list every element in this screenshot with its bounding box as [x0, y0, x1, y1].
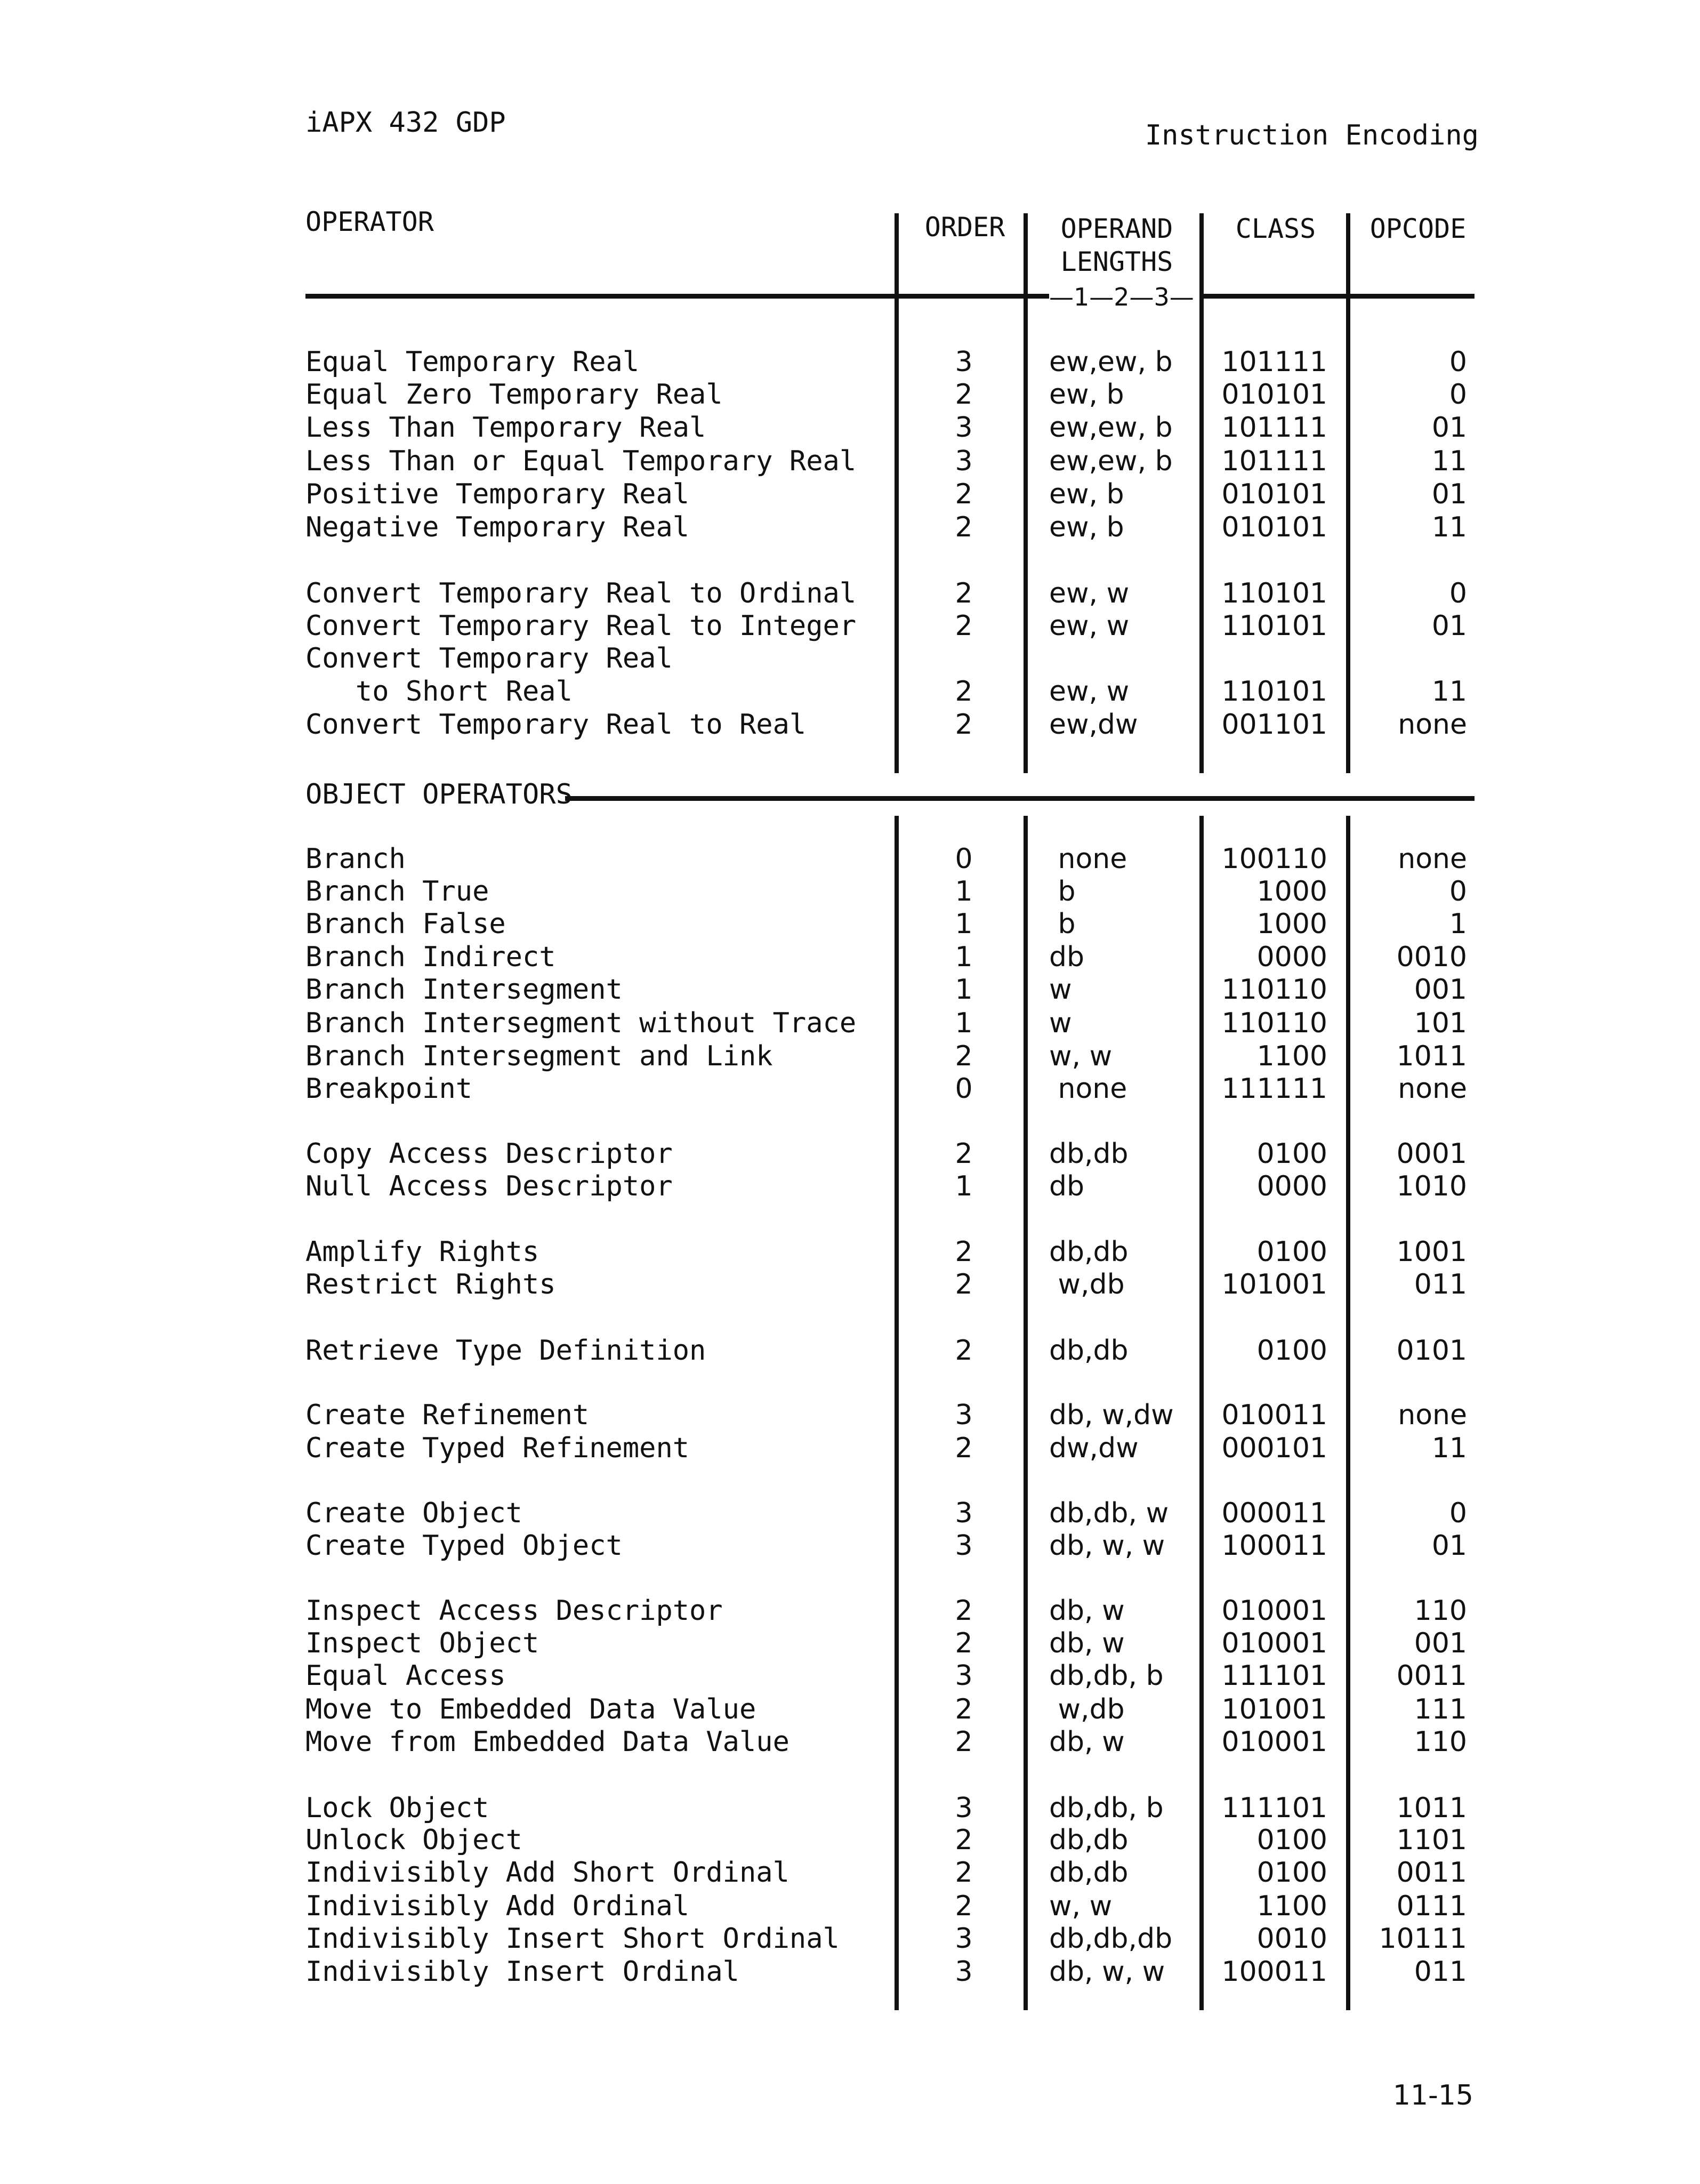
class-cell: 010001 — [1221, 1627, 1327, 1659]
operand-lengths-cell: w, w — [1049, 1890, 1113, 1922]
operator-cell: Convert Temporary Real to Real — [305, 709, 807, 741]
class-cell: 0000 — [1256, 941, 1327, 973]
operand-lengths-cell: b — [1049, 908, 1076, 940]
opcode-cell: 10111 — [1379, 1923, 1467, 1955]
opcode-cell: 1 — [1449, 908, 1467, 940]
opcode-cell: 001 — [1414, 1627, 1467, 1659]
order-cell: 1 — [955, 974, 973, 1006]
class-cell: 101001 — [1221, 1693, 1327, 1725]
order-cell: 3 — [955, 1923, 973, 1955]
operator-cell: Positive Temporary Real — [305, 478, 690, 510]
operand-lengths-cell: db, w — [1049, 1726, 1125, 1758]
operand-lengths-cell: w — [1049, 1007, 1072, 1039]
operator-cell: Indivisibly Insert Ordinal — [305, 1956, 739, 1988]
order-cell: 0 — [955, 843, 973, 875]
opcode-cell: 011 — [1414, 1268, 1467, 1300]
class-cell: 010101 — [1221, 478, 1327, 510]
column-rule — [1199, 816, 1204, 2010]
order-cell: 2 — [955, 1595, 973, 1627]
operand-lengths-cell: db,db, b — [1049, 1660, 1164, 1692]
class-cell: 100011 — [1221, 1530, 1327, 1562]
operand-lengths-cell: b — [1049, 876, 1076, 908]
order-cell: 3 — [955, 1497, 973, 1529]
order-cell: 2 — [955, 1627, 973, 1659]
operator-cell: Lock Object — [305, 1792, 489, 1824]
operator-cell: Equal Zero Temporary Real — [305, 379, 723, 411]
running-header-left: iAPX 432 GDP — [305, 107, 506, 139]
opcode-cell: 101 — [1414, 1007, 1467, 1039]
header-rule-right — [1199, 294, 1475, 299]
order-cell: 3 — [955, 1956, 973, 1988]
class-cell: 010001 — [1221, 1726, 1327, 1758]
operator-cell: Move to Embedded Data Value — [305, 1693, 756, 1725]
opcode-cell: 0101 — [1396, 1335, 1467, 1367]
class-cell: 0100 — [1256, 1857, 1327, 1889]
order-cell: 2 — [955, 1693, 973, 1725]
class-cell: 0100 — [1256, 1824, 1327, 1856]
class-cell: 101001 — [1221, 1268, 1327, 1300]
operator-cell: Convert Temporary Real to Integer — [305, 610, 857, 642]
order-cell: 3 — [955, 1660, 973, 1692]
running-header-right: Instruction Encoding — [1145, 119, 1479, 151]
operator-cell: Null Access Descriptor — [305, 1170, 673, 1202]
operand-lengths-cell: none — [1049, 843, 1127, 875]
column-rule — [895, 213, 899, 773]
order-cell: 3 — [955, 445, 973, 477]
operand-lengths-cell: db, w,dw — [1049, 1399, 1174, 1431]
opcode-cell: 0011 — [1396, 1857, 1467, 1889]
operator-cell: Move from Embedded Data Value — [305, 1726, 789, 1758]
opcode-cell: 01 — [1431, 478, 1467, 510]
operator-cell: Create Typed Object — [305, 1530, 623, 1562]
operator-cell: Inspect Object — [305, 1627, 539, 1659]
class-cell: 111111 — [1221, 1073, 1327, 1105]
opcode-cell: 0 — [1449, 577, 1467, 609]
operator-cell: Equal Temporary Real — [305, 346, 640, 378]
operator-cell: Copy Access Descriptor — [305, 1138, 673, 1170]
operator-cell: Branch True — [305, 876, 489, 908]
operand-lengths-cell: ew, b — [1049, 478, 1124, 510]
class-cell: 1100 — [1256, 1890, 1327, 1922]
operand-lengths-cell: db,db, b — [1049, 1792, 1164, 1824]
class-cell: 110101 — [1221, 676, 1327, 708]
order-cell: 2 — [955, 709, 973, 741]
order-cell: 2 — [955, 1726, 973, 1758]
opcode-cell: 11 — [1431, 445, 1467, 477]
page-number: 11-15 — [1392, 2079, 1473, 2111]
operator-cell: Equal Access — [305, 1660, 506, 1692]
operator-cell: Negative Temporary Real — [305, 511, 690, 543]
operator-cell: Branch — [305, 843, 406, 875]
order-cell: 2 — [955, 1824, 973, 1856]
class-cell: 0100 — [1256, 1335, 1327, 1367]
class-cell: 001101 — [1221, 709, 1327, 741]
class-cell: 000011 — [1221, 1497, 1327, 1529]
opcode-cell: 11 — [1431, 676, 1467, 708]
opcode-cell: 1101 — [1396, 1824, 1467, 1856]
order-cell: 3 — [955, 412, 973, 444]
operator-cell: Inspect Access Descriptor — [305, 1595, 723, 1627]
order-cell: 2 — [955, 1268, 973, 1300]
operator-cell: Indivisibly Add Short Ordinal — [305, 1857, 789, 1889]
section-rule — [565, 796, 1475, 801]
class-cell: 010101 — [1221, 511, 1327, 543]
opcode-cell: 0 — [1449, 346, 1467, 378]
order-cell: 2 — [955, 1138, 973, 1170]
operand-lengths-cell: db,db — [1049, 1857, 1129, 1889]
operand-lengths-cell: ew, w — [1049, 610, 1130, 642]
column-rule — [1199, 213, 1204, 773]
order-cell: 2 — [955, 1890, 973, 1922]
operator-cell: Create Object — [305, 1497, 522, 1529]
operator-cell: Convert Temporary Real — [305, 643, 673, 675]
order-cell: 2 — [955, 1432, 973, 1464]
order-cell: 2 — [955, 511, 973, 543]
column-rule — [895, 816, 899, 2010]
order-cell: 2 — [955, 1857, 973, 1889]
operand-lengths-cell: w,db — [1049, 1693, 1125, 1725]
operand-lengths-cell: db,db — [1049, 1824, 1129, 1856]
opcode-cell: 11 — [1431, 511, 1467, 543]
class-cell: 110110 — [1221, 1007, 1327, 1039]
order-cell: 2 — [955, 379, 973, 411]
operand-lengths-cell: db,db — [1049, 1236, 1129, 1268]
order-cell: 3 — [955, 1792, 973, 1824]
operand-lengths-cell: ew, b — [1049, 511, 1124, 543]
column-header-opcode: OPCODE — [1369, 213, 1467, 244]
order-cell: 3 — [955, 1530, 973, 1562]
operator-cell: Restrict Rights — [305, 1268, 556, 1300]
operator-cell: to Short Real — [305, 676, 573, 708]
operator-cell: Convert Temporary Real to Ordinal — [305, 577, 857, 609]
opcode-cell: 011 — [1414, 1956, 1467, 1988]
order-cell: 1 — [955, 1170, 973, 1202]
column-header-lengths: LENGTHS — [1060, 246, 1173, 277]
class-cell: 0100 — [1256, 1236, 1327, 1268]
opcode-cell: 1011 — [1396, 1040, 1467, 1072]
order-cell: 3 — [955, 1399, 973, 1431]
order-cell: 2 — [955, 1335, 973, 1367]
order-cell: 1 — [955, 908, 973, 940]
opcode-cell: 0001 — [1396, 1138, 1467, 1170]
class-cell: 100110 — [1221, 843, 1327, 875]
operator-cell: Unlock Object — [305, 1824, 522, 1856]
operator-cell: Branch Intersegment without Trace — [305, 1007, 857, 1039]
column-header-class: CLASS — [1235, 213, 1316, 244]
operator-cell: Branch Intersegment and Link — [305, 1040, 773, 1072]
order-cell: 2 — [955, 577, 973, 609]
opcode-cell: none — [1398, 709, 1467, 741]
order-cell: 2 — [955, 478, 973, 510]
operator-cell: Branch Indirect — [305, 941, 556, 973]
class-cell: 0100 — [1256, 1138, 1327, 1170]
column-header-order: ORDER — [924, 212, 1005, 243]
column-rule — [1346, 816, 1350, 2010]
operator-cell: Indivisibly Insert Short Ordinal — [305, 1923, 840, 1955]
opcode-cell: 1001 — [1396, 1236, 1467, 1268]
operand-lengths-cell: db,db — [1049, 1335, 1129, 1367]
operand-lengths-cell: db, w, w — [1049, 1530, 1165, 1562]
class-cell: 110110 — [1221, 974, 1327, 1006]
operand-lengths-cell: none — [1049, 1073, 1127, 1105]
operator-cell: Less Than Temporary Real — [305, 412, 706, 444]
operator-cell: Indivisibly Add Ordinal — [305, 1890, 690, 1922]
column-header-operand: OPERAND — [1060, 213, 1173, 244]
class-cell: 010011 — [1221, 1399, 1327, 1431]
operator-cell: Create Typed Refinement — [305, 1432, 690, 1464]
operand-lengths-cell: db, w — [1049, 1627, 1125, 1659]
class-cell: 000101 — [1221, 1432, 1327, 1464]
operand-lengths-cell: ew,ew, b — [1049, 445, 1173, 477]
order-cell: 2 — [955, 1040, 973, 1072]
order-cell: 2 — [955, 1236, 973, 1268]
order-cell: 0 — [955, 1073, 973, 1105]
operator-cell: Retrieve Type Definition — [305, 1335, 706, 1367]
class-cell: 0000 — [1256, 1170, 1327, 1202]
class-cell: 101111 — [1221, 445, 1327, 477]
operand-lengths-cell: db — [1049, 1170, 1085, 1202]
order-cell: 2 — [955, 676, 973, 708]
operand-lengths-cell: w,db — [1049, 1268, 1125, 1300]
operand-position-scale: —1—2—3— — [1049, 283, 1194, 311]
operand-lengths-cell: db, w — [1049, 1595, 1125, 1627]
class-cell: 0010 — [1256, 1923, 1327, 1955]
header-rule-left — [305, 294, 1049, 299]
operator-cell: Create Refinement — [305, 1399, 590, 1431]
opcode-cell: 01 — [1431, 1530, 1467, 1562]
opcode-cell: 110 — [1414, 1595, 1467, 1627]
opcode-cell: 01 — [1431, 412, 1467, 444]
opcode-cell: 0 — [1449, 1497, 1467, 1529]
opcode-cell: 111 — [1414, 1693, 1467, 1725]
order-cell: 1 — [955, 876, 973, 908]
class-cell: 1000 — [1256, 908, 1327, 940]
operator-cell: Amplify Rights — [305, 1236, 539, 1268]
class-cell: 111101 — [1221, 1792, 1327, 1824]
opcode-cell: 01 — [1431, 610, 1467, 642]
operator-cell: Breakpoint — [305, 1073, 473, 1105]
operand-lengths-cell: ew,ew, b — [1049, 346, 1173, 378]
operator-cell: Branch Intersegment — [305, 974, 623, 1006]
operand-lengths-cell: w, w — [1049, 1040, 1113, 1072]
order-cell: 1 — [955, 1007, 973, 1039]
operand-lengths-cell: db, w, w — [1049, 1956, 1165, 1988]
class-cell: 101111 — [1221, 412, 1327, 444]
column-header-operand-lengths — [1032, 212, 1202, 278]
operand-lengths-cell: ew,ew, b — [1049, 412, 1173, 444]
operand-lengths-cell: ew,dw — [1049, 709, 1138, 741]
class-cell: 1100 — [1256, 1040, 1327, 1072]
opcode-cell: 0 — [1449, 876, 1467, 908]
class-cell: 010101 — [1221, 379, 1327, 411]
class-cell: 110101 — [1221, 577, 1327, 609]
opcode-cell: 11 — [1431, 1432, 1467, 1464]
class-cell: 010001 — [1221, 1595, 1327, 1627]
operand-lengths-cell: ew, w — [1049, 676, 1130, 708]
opcode-cell: 001 — [1414, 974, 1467, 1006]
class-cell: 110101 — [1221, 610, 1327, 642]
column-header-operator: OPERATOR — [305, 206, 434, 237]
opcode-cell: none — [1398, 1399, 1467, 1431]
opcode-cell: 0011 — [1396, 1660, 1467, 1692]
operand-lengths-cell: ew, b — [1049, 379, 1124, 411]
operand-lengths-cell: ew, w — [1049, 577, 1130, 609]
operand-lengths-cell: db,db,db — [1049, 1923, 1173, 1955]
operand-lengths-cell: db,db — [1049, 1138, 1129, 1170]
class-cell: 100011 — [1221, 1956, 1327, 1988]
column-rule — [1024, 213, 1028, 773]
opcode-cell: 0 — [1449, 379, 1467, 411]
opcode-cell: 0111 — [1396, 1890, 1467, 1922]
operand-lengths-cell: w — [1049, 974, 1072, 1006]
operand-lengths-cell: db,db, w — [1049, 1497, 1169, 1529]
order-cell: 3 — [955, 346, 973, 378]
opcode-cell: 1011 — [1396, 1792, 1467, 1824]
opcode-cell: 0010 — [1396, 941, 1467, 973]
class-cell: 111101 — [1221, 1660, 1327, 1692]
column-rule — [1024, 816, 1028, 2010]
opcode-cell: none — [1398, 843, 1467, 875]
operand-lengths-cell: db — [1049, 941, 1085, 973]
order-cell: 2 — [955, 610, 973, 642]
class-cell: 1000 — [1256, 876, 1327, 908]
opcode-cell: none — [1398, 1073, 1467, 1105]
opcode-cell: 1010 — [1396, 1170, 1467, 1202]
section-heading-object-operators: OBJECT OPERATORS — [305, 778, 573, 810]
column-rule — [1346, 213, 1350, 773]
operator-cell: Branch False — [305, 908, 506, 940]
operator-cell: Less Than or Equal Temporary Real — [305, 445, 857, 477]
operand-lengths-cell: dw,dw — [1049, 1432, 1139, 1464]
opcode-cell: 110 — [1414, 1726, 1467, 1758]
order-cell: 1 — [955, 941, 973, 973]
class-cell: 101111 — [1221, 346, 1327, 378]
